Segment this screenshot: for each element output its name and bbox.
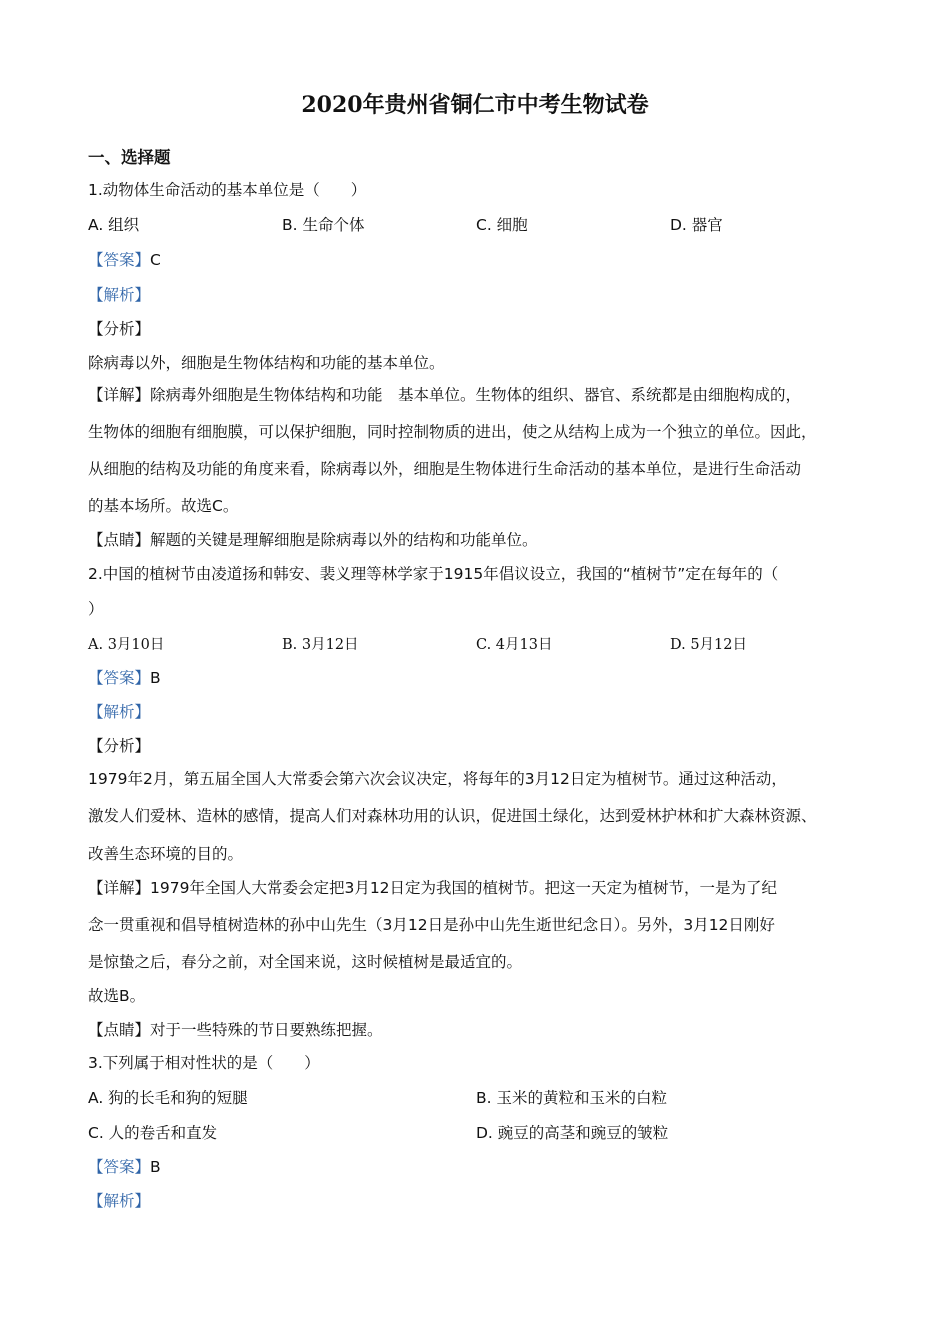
q1-option-d: D. 器官 xyxy=(670,216,723,234)
q3-option-a: A. 狗的长毛和狗的短腿 xyxy=(88,1089,248,1107)
q2-fenxi-line-1: 1979年2月，第五届全国人大常委会第六次会议决定，将每年的3月12日定为植树节。通过这种活动， xyxy=(88,770,787,788)
q1-detail-line-2: 生物体的细胞有细胞膜，可以保护细胞，同时控制物质的进出，使之从结构上成为一个独立的单位。因此， xyxy=(88,423,817,441)
answer-value: B xyxy=(150,1158,161,1176)
q3-option-c: C. 人的卷舌和直发 xyxy=(88,1124,218,1142)
q2-detail-line xyxy=(88,876,777,898)
q1-jiexi-tag: 【解析】 xyxy=(88,286,151,304)
q3-answer xyxy=(88,1155,161,1177)
q2-option-c: C. 4月13日 xyxy=(476,637,553,653)
q1-option-b: B. 生命个体 xyxy=(282,216,365,234)
q2-jiexi-tag: 【解析】 xyxy=(88,703,151,721)
q1-detail-line-4: 的基本场所。故选C。 xyxy=(88,497,239,515)
answer-tag: 【答案】 xyxy=(88,669,151,687)
answer-value: B xyxy=(150,669,161,687)
section-heading: 一、选择题 xyxy=(88,148,171,167)
answer-tag: 【答案】 xyxy=(88,251,151,269)
dianjing-text: 解题的关键是理解细胞是除病毒以外的结构和功能单位。 xyxy=(150,531,538,549)
answer-value: C xyxy=(150,251,161,269)
dianjing-text: 对于一些特殊的节日要熟练把握。 xyxy=(150,1021,383,1039)
q3-option-b: B. 玉米的黄粒和玉米的白粒 xyxy=(476,1089,667,1107)
q1-detail-line xyxy=(88,383,801,405)
answer-tag: 【答案】 xyxy=(88,1158,151,1176)
detail-tag: 【详解】 xyxy=(88,386,151,404)
q3-stem: 3.下列属于相对性状的是（ ） xyxy=(88,1054,320,1072)
detail-tag: 【详解】 xyxy=(88,879,151,897)
q2-fenxi-line-2: 激发人们爱林、造林的感情，提高人们对森林功用的认识，促进国土绿化，达到爱林护林和扩大森林资源、 xyxy=(88,807,817,825)
q2-option-a: A. 3月10日 xyxy=(88,637,165,653)
q2-option-d: D. 5月12日 xyxy=(670,637,748,653)
detail-text: 除病毒外细胞是生物体结构和功能 基本单位。生物体的组织、器官、系统都是由细胞构成的， xyxy=(150,386,802,404)
q3-jiexi-tag: 【解析】 xyxy=(88,1192,151,1210)
q1-option-c: C. 细胞 xyxy=(476,216,528,234)
detail-text: 1979年全国人大常委会定把3月12日定为我国的植树节。把这一天定为植树节，一是为了纪 xyxy=(150,879,778,897)
q2-fenxi-line-3: 改善生态环境的目的。 xyxy=(88,845,244,863)
q2-detail-line-2: 念一贯重视和倡导植树造林的孙中山先生（3月12日是孙中山先生逝世纪念日）。另外，3月12日刚好 xyxy=(88,916,775,934)
q2-answer xyxy=(88,666,161,688)
q1-detail-line-3: 从细胞的结构及功能的角度来看，除病毒以外，细胞是生物体进行生命活动的基本单位，是进行生命活动 xyxy=(88,460,802,478)
q2-option-b: B. 3月12日 xyxy=(282,637,359,653)
q1-fenxi-text: 除病毒以外，细胞是生物体结构和功能的基本单位。 xyxy=(88,354,445,372)
q1-dianjing xyxy=(88,528,538,550)
q1-option-a: A. 组织 xyxy=(88,216,140,234)
q3-option-d: D. 豌豆的高茎和豌豆的皱粒 xyxy=(476,1124,669,1142)
q2-dianjing xyxy=(88,1018,383,1040)
dianjing-tag: 【点睛】 xyxy=(88,1021,151,1039)
q2-fenxi-tag: 【分析】 xyxy=(88,737,151,755)
page-title: 2020年贵州省铜仁市中考生物试卷 xyxy=(301,92,649,118)
dianjing-tag: 【点睛】 xyxy=(88,531,151,549)
q1-stem: 1.动物体生命活动的基本单位是（ ） xyxy=(88,181,367,199)
q2-detail-line-3: 是惊蛰之后，春分之前，对全国来说，这时候植树是最适宜的。 xyxy=(88,953,523,971)
q2-stem-cont: ） xyxy=(88,600,104,618)
q2-stem: 2.中国的植树节由凌道扬和韩安、裴义理等林学家于1915年倡议设立，我国的“植树节”定在每年的（ xyxy=(88,565,779,583)
q1-fenxi-tag: 【分析】 xyxy=(88,320,151,338)
q2-detail-line-4: 故选B。 xyxy=(88,987,146,1005)
q1-answer xyxy=(88,248,161,270)
